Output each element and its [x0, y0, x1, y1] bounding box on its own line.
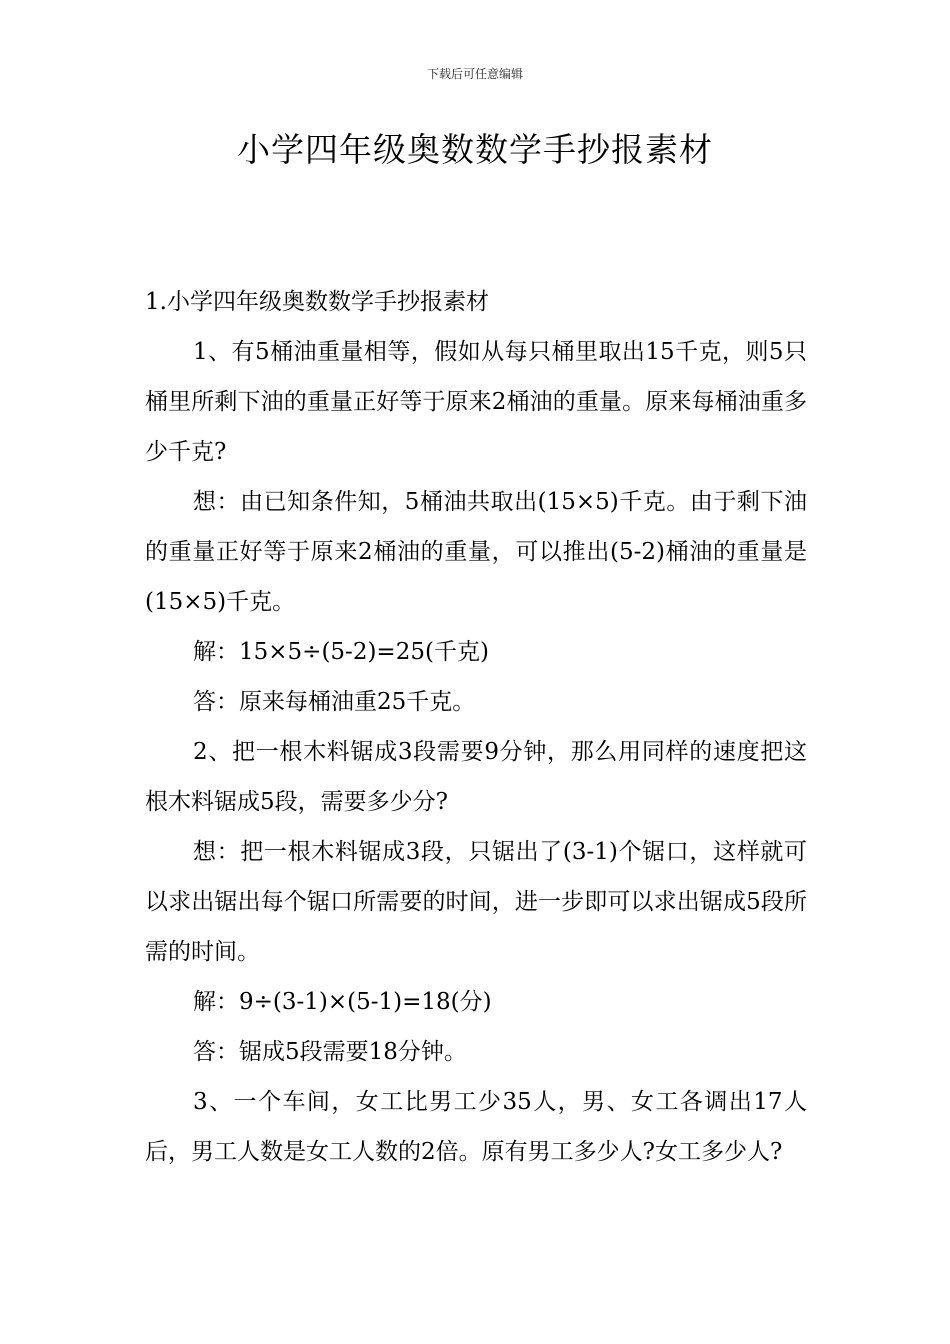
problem-1-reasoning: 想：由已知条件知，5桶油共取出(15×5)千克。由于剩下油的重量正好等于原来2桶油的重量，可以推出(5-2)桶油的重量是(15×5)千克。: [145, 489, 807, 615]
section-heading: 1.小学四年级奥数数学手抄报素材: [145, 289, 489, 315]
problem-2-answer: 答：锯成5段需要18分钟。: [193, 1039, 467, 1065]
header-note: 下载后可任意编辑: [426, 67, 523, 81]
document-title: 小学四年级奥数数学手抄报素材: [237, 130, 713, 169]
problem-1-question: 1、有5桶油重量相等，假如从每只桶里取出15千克，则5只桶里所剩下油的重量正好等于原来2桶油的重量。原来每桶油重多少千克?: [145, 339, 807, 465]
document-body: [145, 277, 807, 1177]
problem-2-question: 2、把一根木料锯成3段需要9分钟，那么用同样的速度把这根木料锯成5段，需要多少分?: [145, 739, 807, 815]
problem-2-solution: 解：9÷(3-1)×(5-1)=18(分): [193, 989, 492, 1015]
problem-1-answer: 答：原来每桶油重25千克。: [193, 689, 476, 715]
problem-1-solution: 解：15×5÷(5-2)=25(千克): [193, 639, 489, 665]
problem-3-question: 3、一个车间，女工比男工少35人，男、女工各调出17人后，男工人数是女工人数的2倍。原有男工多少人?女工多少人?: [145, 1089, 807, 1165]
problem-2-reasoning: 想：把一根木料锯成3段，只锯出了(3-1)个锯口，这样就可以求出锯出每个锯口所需要的时间，进一步即可以求出锯成5段所需的时间。: [145, 839, 807, 965]
